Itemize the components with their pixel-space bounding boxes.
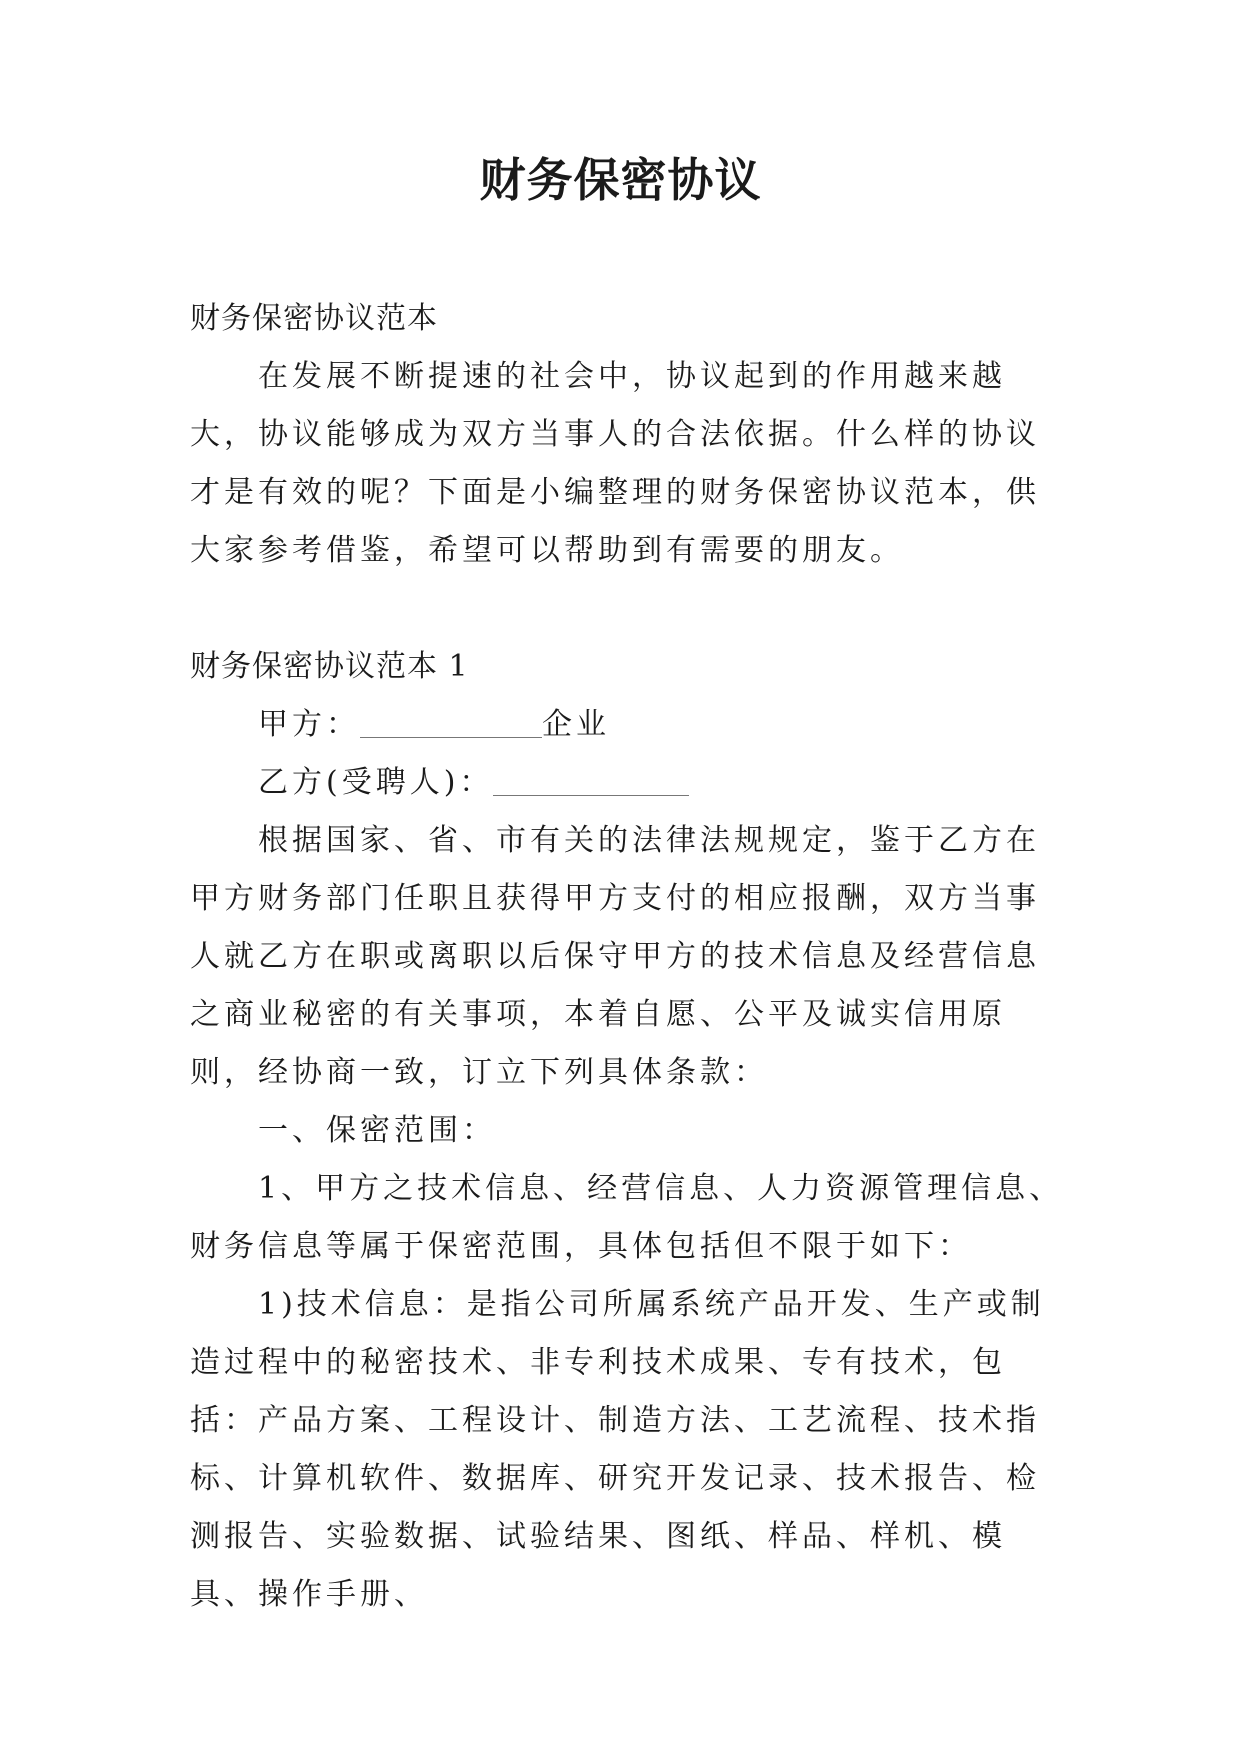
document-subtitle: 财务保密协议范本 <box>190 301 438 336</box>
preamble-paragraph: 根据国家、省、市有关的法律法规规定，鉴于乙方在甲方财务部门任职且获得甲方支付的相应报酬，双方当事人就乙方在职或离职以后保守甲方的技术信息及经营信息之商业秘密的有关事项，本着自愿、公平及诚实信用原则，经协商一致，订立下列具体条款： <box>190 823 1040 1090</box>
clause-1-1-1: 1)技术信息：是指公司所属系统产品开发、生产或制造过程中的秘密技术、非专利技术成果、专有技术，包括：产品方案、工程设计、制造方法、工艺流程、技术指标、计算机软件、数据库、研究开发记录、技术报告、检测报告、实验数据、试验结果、图纸、样品、样机、模具、操作手册、 <box>190 1287 1045 1612</box>
party-a-blank <box>360 701 542 738</box>
clause-1-1: 1、甲方之技术信息、经营信息、人力资源管理信息、财务信息等属于保密范围，具体包括但不限于如下： <box>190 1171 1064 1264</box>
party-a-line <box>190 696 1070 754</box>
spacer <box>190 580 1070 638</box>
party-a-suffix: 企业 <box>542 707 610 742</box>
party-b-blank <box>493 759 689 796</box>
document-title: 财务保密协议 <box>479 153 762 207</box>
clause-1-heading: 一、保密范围： <box>258 1113 496 1148</box>
party-b-line <box>190 754 1070 812</box>
document-body <box>190 290 1070 1624</box>
section-heading: 财务保密协议范本 1 <box>190 649 469 684</box>
party-b-label: 乙方(受聘人)： <box>258 765 494 800</box>
party-a-label: 甲方： <box>258 707 360 742</box>
intro-paragraph: 在发展不断提速的社会中，协议起到的作用越来越大，协议能够成为双方当事人的合法依据。什么样的协议才是有效的呢？下面是小编整理的财务保密协议范本，供大家参考借鉴，希望可以帮助到有需要的朋友。 <box>190 359 1040 568</box>
